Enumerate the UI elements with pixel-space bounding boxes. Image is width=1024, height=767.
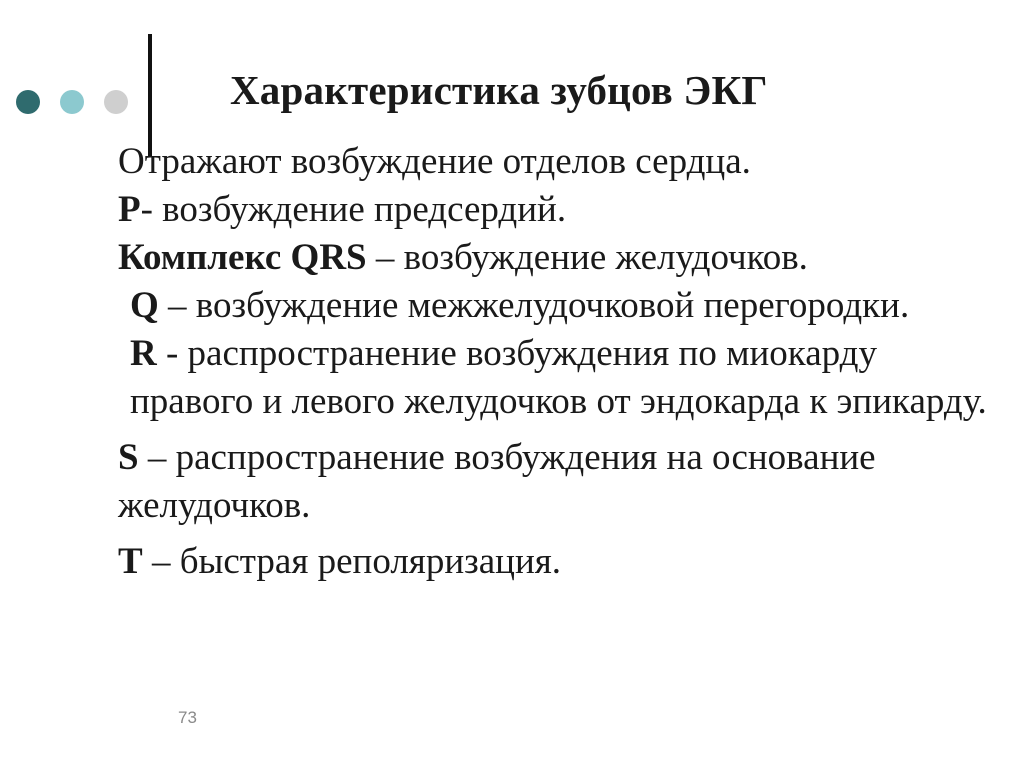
decor-dot-light [60,90,84,114]
paragraph-s-wave [118,434,998,530]
s-wave-text: – распространение возбуждения на основание желудочков. [118,437,876,526]
q-wave-label: Q [130,285,159,326]
qrs-label: Комплекс QRS [118,237,367,278]
slide-title: Характеристика зубцов ЭКГ [230,67,768,113]
s-wave-label: S [118,437,139,478]
paragraph-t-wave [118,538,998,586]
p-wave-text: - возбуждение предсердий. [140,189,567,230]
paragraph-intro-text: Отражают возбуждение отделов сердца. [118,141,751,182]
paragraph-intro [118,138,998,186]
slide-body [118,138,998,586]
p-wave-label: Р [118,189,141,230]
qrs-text: – возбуждение желудочков. [366,237,808,278]
page-number: 73 [178,708,197,727]
r-wave-text: - распространение возбуждения по миокарду правого и левого желудочков от эндокарда к эпикарду. [130,333,987,422]
paragraph-r-wave [118,330,998,426]
q-wave-text: – возбуждение межжелудочковой перегородки. [158,285,910,326]
t-wave-label: Т [118,541,143,582]
decor-dot-gray [104,90,128,114]
paragraph-p-wave [118,186,998,234]
paragraph-qrs [118,234,998,282]
paragraph-q-wave [118,282,998,330]
decor-dot-dark [16,90,40,114]
r-wave-label: R [130,333,157,374]
t-wave-text: – быстрая реполяризация. [142,541,562,582]
